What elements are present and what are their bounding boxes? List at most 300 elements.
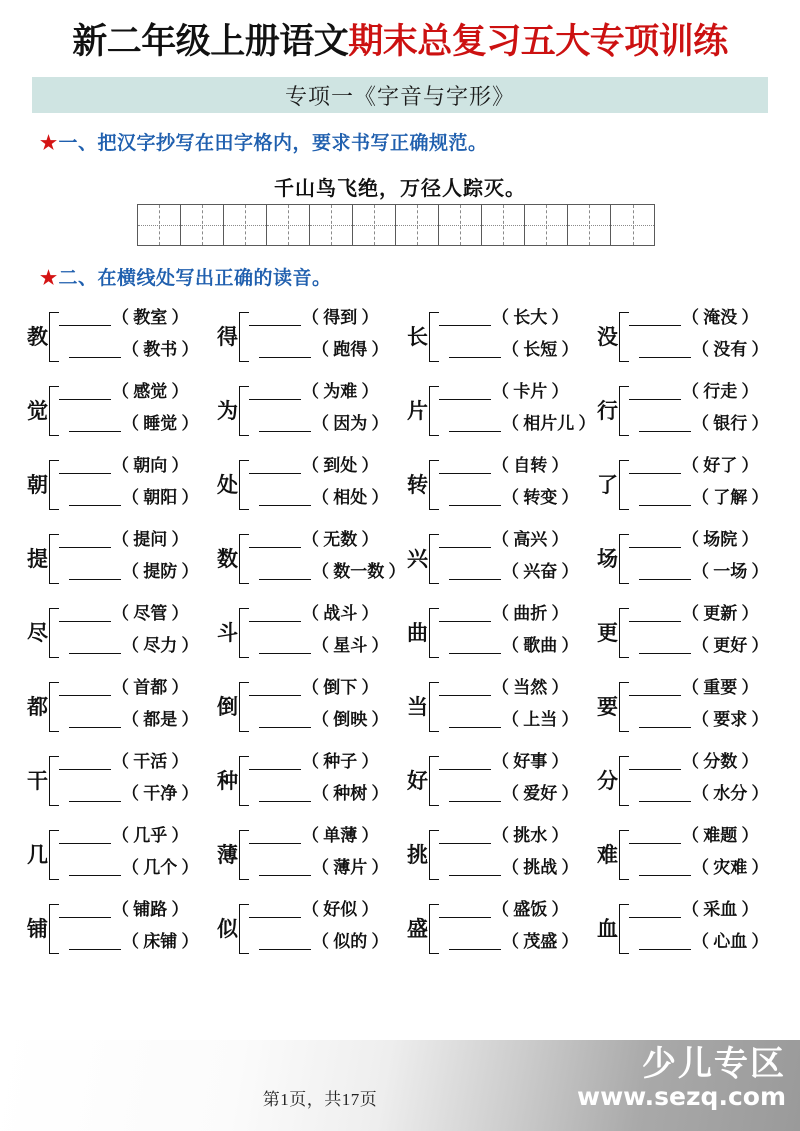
pinyin-blank-input[interactable]	[259, 638, 311, 654]
section-1-heading-text: 一、把汉字抄写在田字格内，要求书写正确规范。	[58, 133, 488, 154]
exercise-row	[629, 342, 769, 358]
subtitle-text: 专项一《字音与字形》	[284, 83, 515, 109]
pinyin-blank-input[interactable]	[259, 860, 311, 876]
exercise-word: （ 爱好 ）	[502, 784, 579, 803]
pinyin-blank-input[interactable]	[449, 342, 501, 358]
page-title-black: 新二年级上册语文	[72, 22, 349, 61]
exercise-bracket	[239, 830, 249, 880]
exercise-character: 当	[407, 694, 428, 719]
pinyin-blank-input[interactable]	[629, 828, 681, 844]
pinyin-blank-input[interactable]	[59, 680, 111, 696]
exercise-item	[402, 522, 592, 596]
exercise-item	[402, 300, 592, 374]
pinyin-blank-input[interactable]	[69, 342, 121, 358]
exercise-word: （ 场院 ）	[682, 530, 759, 549]
pinyin-blank-input[interactable]	[249, 310, 301, 326]
exercise-row	[249, 490, 389, 506]
exercise-row	[59, 902, 189, 918]
exercise-character: 兴	[407, 546, 428, 571]
pinyin-blank-input[interactable]	[449, 638, 501, 654]
exercise-row	[59, 416, 199, 432]
tianzige-cell[interactable]	[439, 205, 482, 245]
exercise-word: （ 倒下 ）	[302, 678, 379, 697]
pinyin-blank-input[interactable]	[639, 786, 691, 802]
exercise-character: 觉	[27, 398, 48, 423]
pinyin-blank-input[interactable]	[69, 416, 121, 432]
exercise-bracket	[429, 386, 439, 436]
exercise-word: （ 当然 ）	[492, 678, 569, 697]
exercise-word: （ 灾难 ）	[692, 858, 769, 877]
exercise-rows	[629, 750, 779, 812]
pinyin-blank-input[interactable]	[259, 712, 311, 728]
pinyin-blank-input[interactable]	[69, 786, 121, 802]
exercise-rows	[59, 528, 209, 590]
pinyin-blank-input[interactable]	[69, 638, 121, 654]
exercise-row	[439, 416, 596, 432]
exercise-row	[629, 680, 759, 696]
exercise-item	[592, 522, 782, 596]
exercise-rows	[249, 380, 399, 442]
exercise-item	[212, 448, 402, 522]
pinyin-blank-input[interactable]	[629, 310, 681, 326]
exercise-rows	[59, 602, 209, 664]
exercise-word: （ 朝向 ）	[112, 456, 189, 475]
exercise-word: （ 单薄 ）	[302, 826, 379, 845]
exercise-word: （ 提问 ）	[112, 530, 189, 549]
pinyin-blank-input[interactable]	[249, 384, 301, 400]
exercise-word: （ 重要 ）	[682, 678, 759, 697]
exercise-row	[249, 786, 389, 802]
exercise-bracket	[49, 682, 59, 732]
pinyin-blank-input[interactable]	[59, 310, 111, 326]
exercise-row	[629, 786, 769, 802]
exercise-character: 斗	[217, 620, 238, 645]
exercise-item	[212, 596, 402, 670]
exercise-row	[439, 384, 569, 400]
exercise-word: （ 朝阳 ）	[122, 488, 199, 507]
exercise-rows	[59, 824, 209, 886]
pinyin-blank-input[interactable]	[59, 532, 111, 548]
exercise-item	[402, 374, 596, 448]
exercise-rows	[59, 676, 209, 738]
pronunciation-exercise-grid	[22, 300, 782, 966]
exercise-row	[59, 490, 199, 506]
exercise-row	[59, 384, 189, 400]
exercise-word: （ 床铺 ）	[122, 932, 199, 951]
pinyin-blank-input[interactable]	[629, 902, 681, 918]
pinyin-blank-input[interactable]	[629, 754, 681, 770]
tianzige-cell[interactable]	[611, 205, 654, 245]
tianzige-cell[interactable]	[482, 205, 525, 245]
exercise-item	[212, 744, 402, 818]
pinyin-blank-input[interactable]	[59, 828, 111, 844]
exercise-word: （ 相片儿 ）	[502, 414, 596, 433]
exercise-bracket	[619, 460, 629, 510]
pinyin-blank-input[interactable]	[629, 680, 681, 696]
exercise-row	[439, 786, 579, 802]
pinyin-blank-input[interactable]	[59, 458, 111, 474]
pinyin-blank-input[interactable]	[639, 490, 691, 506]
tianzige-cell[interactable]	[267, 205, 310, 245]
exercise-row	[439, 458, 569, 474]
exercise-rows	[59, 454, 209, 516]
pinyin-blank-input[interactable]	[69, 712, 121, 728]
exercise-bracket	[49, 386, 59, 436]
exercise-character: 倒	[217, 694, 238, 719]
page-title-red: 期末总复习五大专项训练	[348, 22, 728, 61]
exercise-bracket	[429, 904, 439, 954]
tianzige-cell[interactable]	[138, 205, 181, 245]
exercise-item	[22, 522, 212, 596]
exercise-row	[629, 828, 759, 844]
exercise-character: 分	[597, 768, 618, 793]
exercise-bracket	[619, 830, 629, 880]
pinyin-blank-input[interactable]	[259, 490, 311, 506]
exercise-rows	[439, 306, 589, 368]
exercise-row	[629, 754, 759, 770]
exercise-row	[439, 638, 579, 654]
pinyin-blank-input[interactable]	[449, 490, 501, 506]
exercise-rows	[249, 824, 399, 886]
pinyin-blank-input[interactable]	[439, 902, 491, 918]
exercise-row	[629, 564, 769, 580]
tianzige-cell[interactable]	[224, 205, 267, 245]
exercise-item	[22, 374, 212, 448]
exercise-word: （ 种子 ）	[302, 752, 379, 771]
exercise-row	[59, 860, 199, 876]
exercise-bracket	[429, 534, 439, 584]
exercise-word: （ 行走 ）	[682, 382, 759, 401]
exercise-item	[402, 596, 592, 670]
exercise-word: （ 星斗 ）	[312, 636, 389, 655]
exercise-word: （ 卡片 ）	[492, 382, 569, 401]
exercise-character: 盛	[407, 916, 428, 941]
exercise-row	[249, 384, 379, 400]
exercise-word: （ 高兴 ）	[492, 530, 569, 549]
exercise-bracket	[619, 608, 629, 658]
tianzige-cell[interactable]	[181, 205, 224, 245]
exercise-row	[439, 564, 579, 580]
exercise-word: （ 相处 ）	[312, 488, 389, 507]
exercise-rows	[439, 824, 589, 886]
exercise-row	[249, 310, 379, 326]
exercise-word: （ 为难 ）	[302, 382, 379, 401]
exercise-bracket	[619, 682, 629, 732]
pinyin-blank-input[interactable]	[259, 564, 311, 580]
pinyin-blank-input[interactable]	[439, 606, 491, 622]
exercise-row	[59, 458, 189, 474]
pinyin-blank-input[interactable]	[249, 458, 301, 474]
exercise-rows	[439, 676, 589, 738]
exercise-character: 曲	[407, 620, 428, 645]
pinyin-blank-input[interactable]	[249, 754, 301, 770]
exercise-column	[212, 300, 406, 966]
exercise-item	[22, 744, 212, 818]
pinyin-blank-input[interactable]	[259, 342, 311, 358]
pinyin-blank-input[interactable]	[639, 416, 691, 432]
exercise-word: （ 战斗 ）	[302, 604, 379, 623]
exercise-bracket	[239, 386, 249, 436]
pinyin-blank-input[interactable]	[449, 786, 501, 802]
exercise-rows	[439, 602, 589, 664]
pinyin-blank-input[interactable]	[69, 564, 121, 580]
exercise-row	[629, 606, 759, 622]
exercise-bracket	[429, 682, 439, 732]
pinyin-blank-input[interactable]	[259, 416, 311, 432]
exercise-item	[592, 300, 782, 374]
exercise-row	[439, 754, 569, 770]
exercise-character: 没	[597, 324, 618, 349]
exercise-rows	[59, 306, 209, 368]
pinyin-blank-input[interactable]	[639, 342, 691, 358]
exercise-item	[22, 300, 212, 374]
exercise-bracket	[239, 904, 249, 954]
exercise-rows	[249, 306, 399, 368]
subtitle-band	[32, 77, 768, 113]
tianzige-cell[interactable]	[568, 205, 611, 245]
pinyin-blank-input[interactable]	[639, 564, 691, 580]
exercise-item	[402, 892, 592, 966]
exercise-bracket	[239, 534, 249, 584]
exercise-row	[249, 828, 379, 844]
exercise-rows	[629, 676, 779, 738]
exercise-word: （ 都是 ）	[122, 710, 199, 729]
exercise-word: （ 种树 ）	[312, 784, 389, 803]
tianzige-cell[interactable]	[396, 205, 439, 245]
pinyin-blank-input[interactable]	[69, 934, 121, 950]
exercise-character: 处	[217, 472, 238, 497]
exercise-rows	[439, 380, 596, 442]
exercise-rows	[249, 602, 399, 664]
watermark-url: www.sezq.com	[576, 1082, 786, 1111]
exercise-rows	[249, 454, 399, 516]
exercise-character: 更	[597, 620, 618, 645]
section-2-heading	[40, 263, 332, 290]
pinyin-blank-input[interactable]	[59, 902, 111, 918]
exercise-rows	[439, 454, 589, 516]
exercise-word: （ 歌曲 ）	[502, 636, 579, 655]
exercise-word: （ 几个 ）	[122, 858, 199, 877]
exercise-word: （ 茂盛 ）	[502, 932, 579, 951]
pinyin-blank-input[interactable]	[439, 310, 491, 326]
pinyin-blank-input[interactable]	[629, 384, 681, 400]
exercise-row	[59, 934, 199, 950]
pinyin-blank-input[interactable]	[249, 606, 301, 622]
exercise-row	[59, 564, 199, 580]
exercise-row	[249, 902, 379, 918]
exercise-character: 干	[27, 768, 48, 793]
exercise-rows	[439, 750, 589, 812]
exercise-word: （ 提防 ）	[122, 562, 199, 581]
exercise-word: （ 没有 ）	[692, 340, 769, 359]
exercise-word: （ 跑得 ）	[312, 340, 389, 359]
pinyin-blank-input[interactable]	[639, 860, 691, 876]
exercise-row	[439, 902, 569, 918]
pinyin-blank-input[interactable]	[259, 934, 311, 950]
exercise-character: 为	[217, 398, 238, 423]
exercise-bracket	[239, 682, 249, 732]
exercise-item	[212, 522, 406, 596]
exercise-character: 数	[217, 546, 238, 571]
star-icon: ★	[40, 268, 58, 289]
pinyin-blank-input[interactable]	[439, 532, 491, 548]
exercise-item	[212, 670, 402, 744]
exercise-rows	[629, 602, 779, 664]
exercise-row	[629, 384, 759, 400]
exercise-item	[212, 374, 402, 448]
exercise-word: （ 挑水 ）	[492, 826, 569, 845]
exercise-row	[249, 458, 379, 474]
exercise-character: 场	[597, 546, 618, 571]
exercise-row	[249, 638, 389, 654]
exercise-column	[592, 300, 782, 966]
page-number: 第1页，共17页	[262, 1090, 378, 1109]
exercise-bracket	[239, 608, 249, 658]
exercise-rows	[629, 898, 779, 960]
exercise-word: （ 兴奋 ）	[502, 562, 579, 581]
pinyin-blank-input[interactable]	[639, 712, 691, 728]
exercise-word: （ 上当 ）	[502, 710, 579, 729]
exercise-character: 好	[407, 768, 428, 793]
exercise-row	[249, 564, 406, 580]
exercise-row	[629, 712, 769, 728]
exercise-word: （ 了解 ）	[692, 488, 769, 507]
exercise-word: （ 曲折 ）	[492, 604, 569, 623]
tianzige-cell[interactable]	[525, 205, 568, 245]
exercise-word: （ 干净 ）	[122, 784, 199, 803]
pinyin-blank-input[interactable]	[449, 564, 501, 580]
exercise-character: 都	[27, 694, 48, 719]
pinyin-blank-input[interactable]	[639, 934, 691, 950]
exercise-row	[59, 786, 199, 802]
tianzige-cell[interactable]	[310, 205, 353, 245]
exercise-bracket	[49, 608, 59, 658]
exercise-item	[592, 374, 782, 448]
exercise-rows	[249, 676, 399, 738]
exercise-word: （ 教室 ）	[112, 308, 189, 327]
exercise-row	[59, 754, 189, 770]
exercise-word: （ 因为 ）	[312, 414, 389, 433]
pinyin-blank-input[interactable]	[249, 532, 301, 548]
exercise-bracket	[49, 830, 59, 880]
exercise-item	[402, 744, 592, 818]
exercise-rows	[629, 824, 779, 886]
pinyin-blank-input[interactable]	[69, 490, 121, 506]
exercise-rows	[59, 380, 209, 442]
exercise-character: 长	[407, 324, 428, 349]
exercise-word: （ 淹没 ）	[682, 308, 759, 327]
exercise-column	[22, 300, 212, 966]
pinyin-blank-input[interactable]	[449, 934, 501, 950]
pinyin-blank-input[interactable]	[249, 902, 301, 918]
exercise-character: 似	[217, 916, 238, 941]
exercise-row	[59, 342, 199, 358]
exercise-rows	[439, 528, 589, 590]
exercise-rows	[439, 898, 589, 960]
exercise-item	[22, 596, 212, 670]
exercise-row	[629, 638, 769, 654]
exercise-bracket	[49, 460, 59, 510]
exercise-character: 尽	[27, 620, 48, 645]
exercise-item	[22, 892, 212, 966]
tianzige-grid[interactable]	[137, 204, 655, 246]
exercise-row	[439, 606, 569, 622]
exercise-word: （ 首都 ）	[112, 678, 189, 697]
exercise-word: （ 感觉 ）	[112, 382, 189, 401]
exercise-bracket	[429, 460, 439, 510]
exercise-item	[402, 818, 592, 892]
pinyin-blank-input[interactable]	[69, 860, 121, 876]
pinyin-blank-input[interactable]	[449, 712, 501, 728]
exercise-word: （ 自转 ）	[492, 456, 569, 475]
pinyin-blank-input[interactable]	[439, 384, 491, 400]
exercise-row	[629, 490, 769, 506]
exercise-bracket	[239, 312, 249, 362]
pinyin-blank-input[interactable]	[59, 606, 111, 622]
pinyin-blank-input[interactable]	[449, 416, 501, 432]
exercise-word: （ 好了 ）	[682, 456, 759, 475]
pinyin-blank-input[interactable]	[59, 384, 111, 400]
exercise-word: （ 数一数 ）	[312, 562, 406, 581]
exercise-row	[439, 342, 579, 358]
exercise-character: 几	[27, 842, 48, 867]
exercise-word: （ 铺路 ）	[112, 900, 189, 919]
pinyin-blank-input[interactable]	[639, 638, 691, 654]
pinyin-blank-input[interactable]	[629, 458, 681, 474]
exercise-bracket	[49, 312, 59, 362]
exercise-word: （ 采血 ）	[682, 900, 759, 919]
pinyin-blank-input[interactable]	[449, 860, 501, 876]
exercise-row	[59, 532, 189, 548]
exercise-word: （ 难题 ）	[682, 826, 759, 845]
exercise-item	[212, 892, 402, 966]
pinyin-blank-input[interactable]	[259, 786, 311, 802]
exercise-item	[592, 448, 782, 522]
pinyin-blank-input[interactable]	[439, 754, 491, 770]
exercise-character: 了	[597, 472, 618, 497]
pinyin-blank-input[interactable]	[439, 458, 491, 474]
exercise-item	[592, 818, 782, 892]
exercise-word: （ 水分 ）	[692, 784, 769, 803]
exercise-item	[592, 892, 782, 966]
exercise-row	[629, 416, 769, 432]
exercise-character: 教	[27, 324, 48, 349]
pinyin-blank-input[interactable]	[59, 754, 111, 770]
exercise-column	[402, 300, 596, 966]
exercise-word: （ 好事 ）	[492, 752, 569, 771]
exercise-row	[59, 638, 199, 654]
pinyin-blank-input[interactable]	[249, 680, 301, 696]
pinyin-blank-input[interactable]	[439, 828, 491, 844]
pinyin-blank-input[interactable]	[629, 606, 681, 622]
exercise-word: （ 几乎 ）	[112, 826, 189, 845]
tianzige-cell[interactable]	[353, 205, 396, 245]
exercise-character: 行	[597, 398, 618, 423]
exercise-word: （ 薄片 ）	[312, 858, 389, 877]
exercise-bracket	[429, 756, 439, 806]
pinyin-blank-input[interactable]	[439, 680, 491, 696]
pinyin-blank-input[interactable]	[249, 828, 301, 844]
exercise-word: （ 尽管 ）	[112, 604, 189, 623]
exercise-row	[629, 532, 759, 548]
exercise-word: （ 更新 ）	[682, 604, 759, 623]
exercise-rows	[629, 528, 779, 590]
exercise-rows	[249, 898, 399, 960]
pinyin-blank-input[interactable]	[629, 532, 681, 548]
exercise-character: 片	[407, 398, 428, 423]
exercise-item	[592, 596, 782, 670]
exercise-row	[249, 606, 379, 622]
